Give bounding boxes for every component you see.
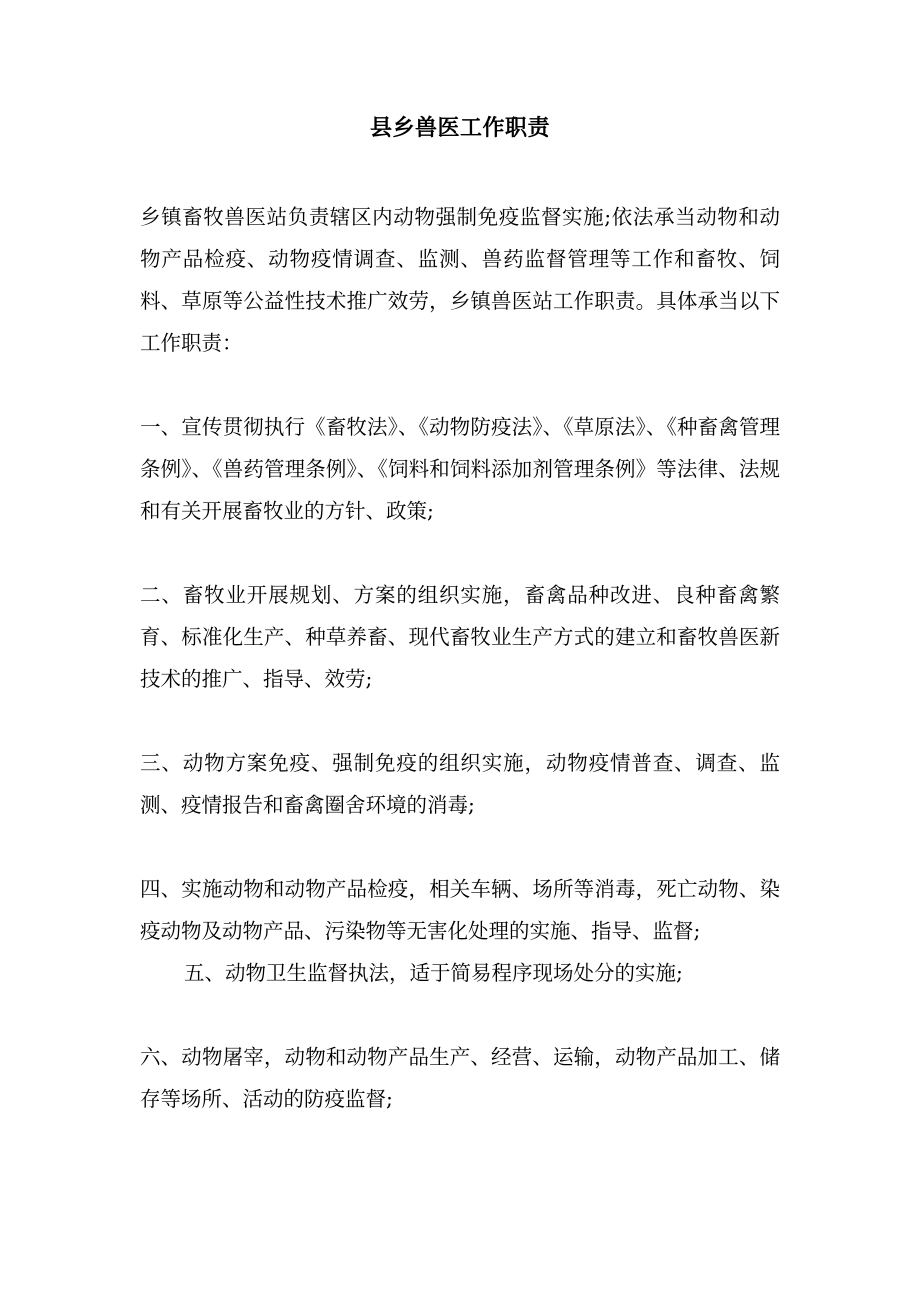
duty-paragraph-4: 四、实施动物和动物产品检疫，相关车辆、场所等消毒，死亡动物、染疫动物及动物产品、污染物等无害化处理的实施、指导、监督; (140, 877, 780, 943)
duty-paragraph-1: 一、宣传贯彻执行《畜牧法》、《动物防疫法》、《草原法》、《种畜禽管理条例》、《兽药管理条例》、《饲料和饲料添加剂管理条例》等法律、法规和有关开展畜牧业的方针、政策; (140, 415, 780, 523)
intro-paragraph: 乡镇畜牧兽医站负责辖区内动物强制免疫监督实施;依法承当动物和动物产品检疫、动物疫情调查、监测、兽药监督管理等工作和畜牧、饲料、草原等公益性技术推广效劳，乡镇兽医站工作职责。具体承当以下工作职责： (140, 205, 780, 355)
duty-paragraph-6: 六、动物屠宰，动物和动物产品生产、经营、运输，动物产品加工、储存等场所、活动的防疫监督; (140, 1045, 780, 1111)
duty-paragraph-2: 二、畜牧业开展规划、方案的组织实施，畜禽品种改进、良种畜禽繁育、标准化生产、种草养畜、现代畜牧业生产方式的建立和畜牧兽医新技术的推广、指导、效劳; (140, 583, 780, 691)
document-title: 县乡兽医工作职责 (369, 115, 550, 141)
duty-paragraph-5: 五、动物卫生监督执法，适于简易程序现场处分的实施; (184, 961, 683, 985)
duty-paragraph-3: 三、动物方案免疫、强制免疫的组织实施，动物疫情普查、调查、监测、疫情报告和畜禽圈舍环境的消毒; (140, 751, 780, 817)
